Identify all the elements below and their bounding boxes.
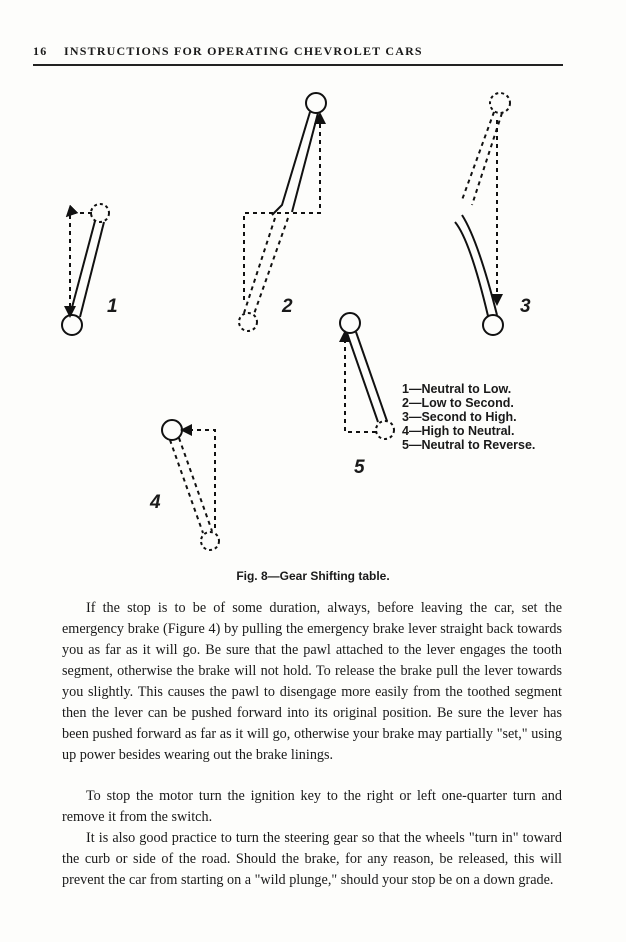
- figure-label-1: 1: [107, 296, 118, 317]
- figure-label-5: 5: [354, 457, 365, 478]
- running-header: INSTRUCTIONS FOR OPERATING CHEVROLET CARS: [64, 44, 423, 58]
- figure-3-second-to-high: [455, 93, 510, 335]
- body-paragraph: If the stop is to be of some duration, always, before leaving the car, set the emergency brake (Figure 4) by pulling the emergency brake lever straight back towards you as far as it will go. Be sure that the pawl attached to the lever engages the tooth segment, otherwise the brake will not hold. To release the brake pull the lever towards you slightly. This causes the pawl to disengage more easily from the toothed segment then the lever can be pushed forward into its original position. Be sure the lever has been pushed forward as far as it will go, otherwise your brake may partially "set," using up power besides wearing out the brake linings.: [62, 600, 562, 763]
- figure-1-neutral-to-low: [62, 204, 109, 335]
- body-paragraph: It is also good practice to turn the steering gear so that the wheels "turn in" toward the curb or side of the road. Should the brake, for any reason, be released, this will prevent the car from starting on a "wild plunge," should your stop be on a down grade.: [62, 830, 562, 888]
- figure-5-neutral-to-reverse: [340, 313, 394, 439]
- figure-caption: Fig. 8—Gear Shifting table.: [236, 569, 390, 583]
- figure-legend: [402, 382, 535, 452]
- legend-item: 4—High to Neutral.: [402, 424, 515, 438]
- page-number: 16: [33, 44, 48, 58]
- legend-item: 5—Neutral to Reverse.: [402, 438, 536, 452]
- figure-label-3: 3: [520, 296, 531, 317]
- legend-item: 2—Low to Second.: [402, 396, 514, 410]
- figure-label-4: 4: [150, 492, 161, 513]
- legend-item: 1—Neutral to Low.: [402, 382, 512, 396]
- figure-label-2: 2: [282, 296, 293, 317]
- legend-item: 3—Second to High.: [402, 410, 517, 424]
- figure-4-high-to-neutral: [162, 420, 219, 550]
- body-paragraph: To stop the motor turn the ignition key to the right or left one-quarter turn and remove it from the switch.: [62, 788, 562, 825]
